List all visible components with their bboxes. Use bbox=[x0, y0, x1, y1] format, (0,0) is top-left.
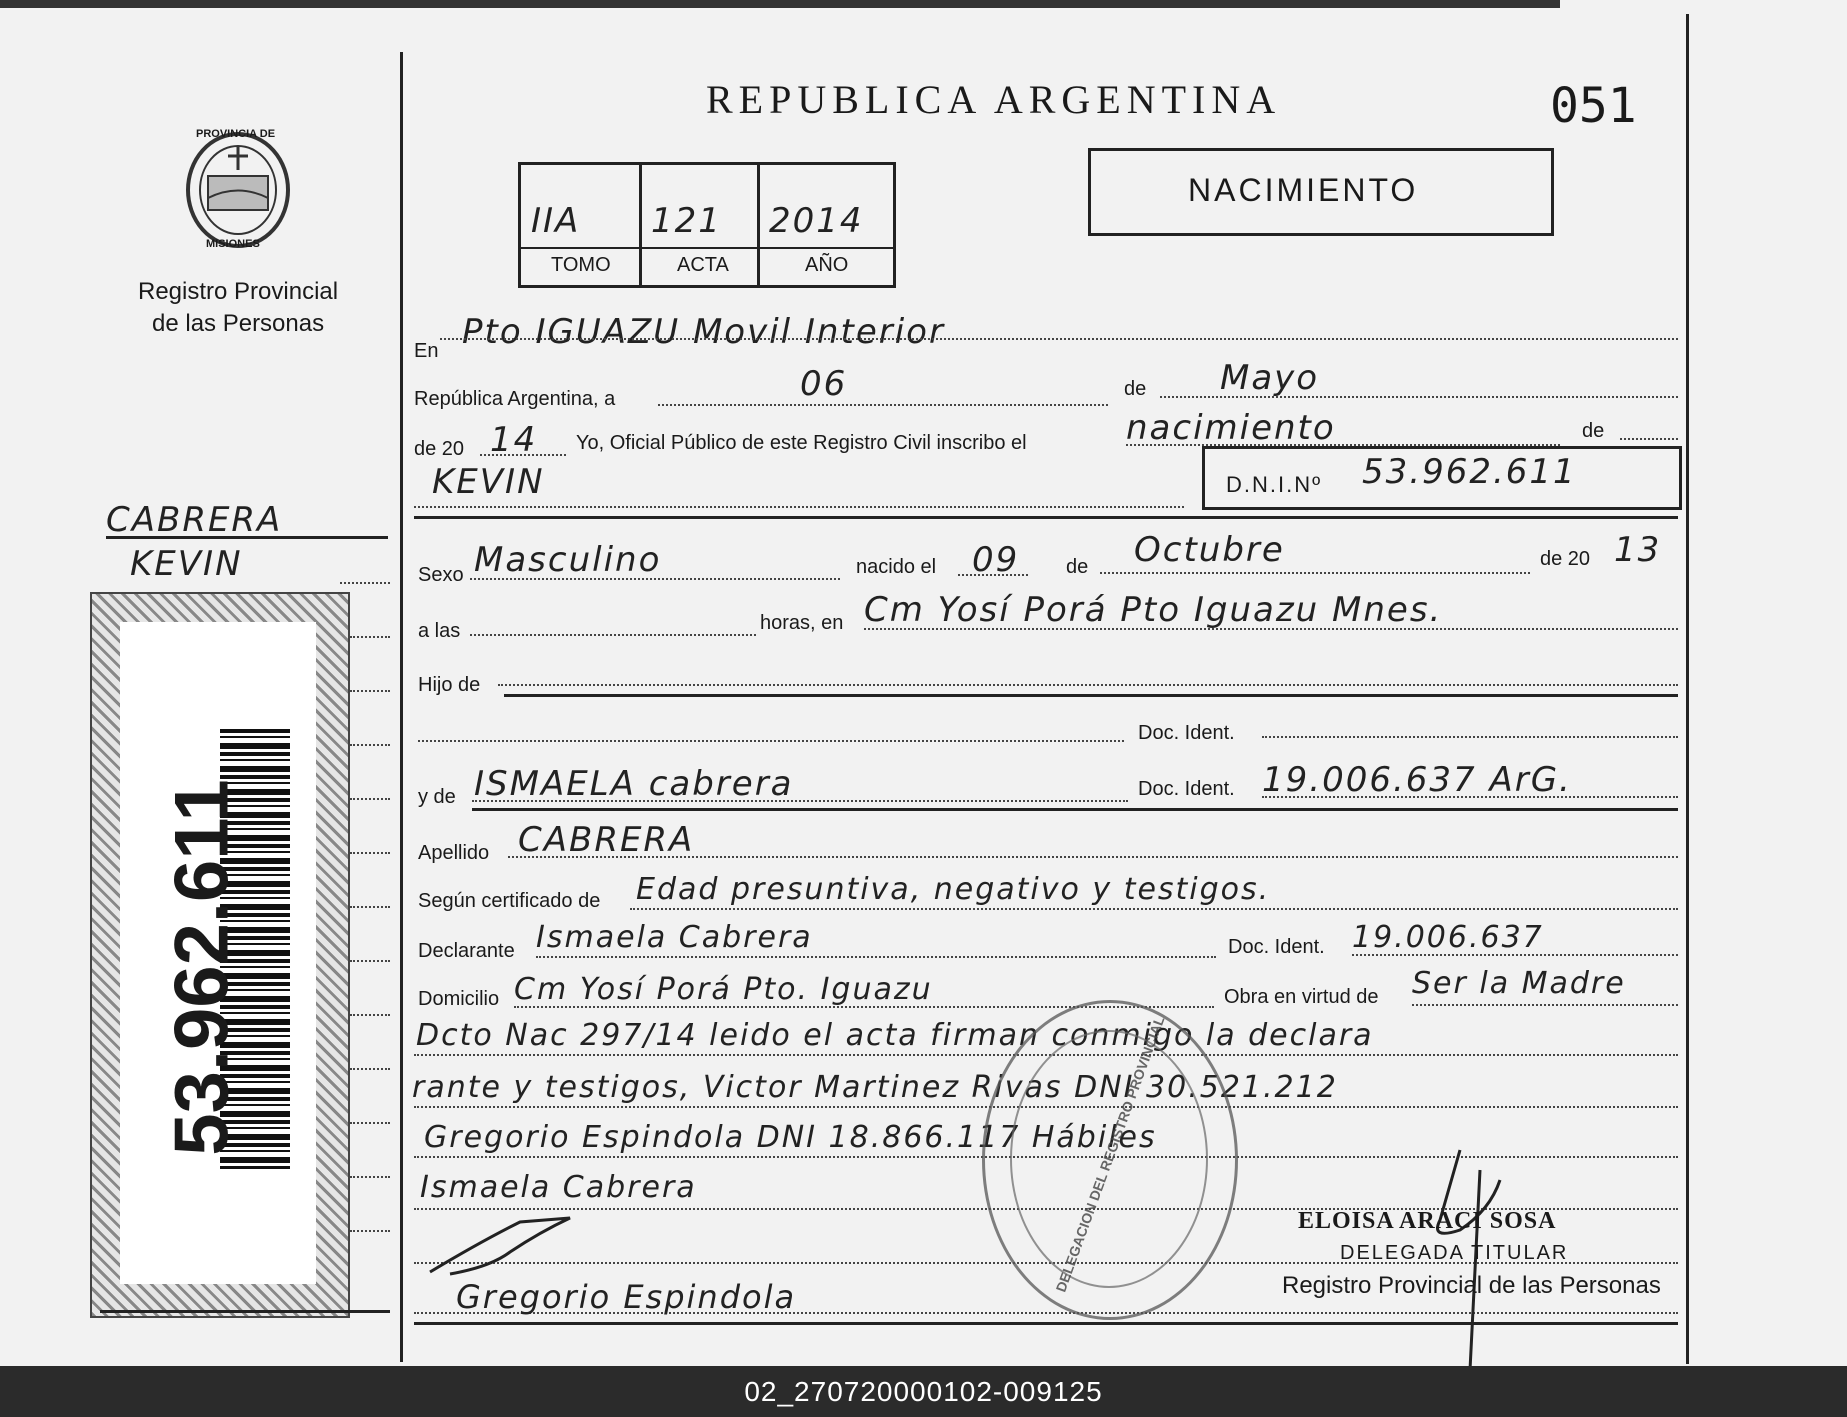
birth-month-line bbox=[1100, 572, 1530, 574]
declarante-value: Ismaela Cabrera bbox=[536, 920, 813, 955]
birth-year: 13 bbox=[1614, 530, 1662, 570]
tag-dots-4 bbox=[350, 798, 390, 800]
en-value: Pto IGUAZU Movil Interior bbox=[462, 312, 945, 352]
tomo-label: TOMO bbox=[551, 254, 611, 276]
footer-bar bbox=[0, 1366, 1847, 1417]
doc-ident-label-3: Doc. Ident. bbox=[1228, 936, 1325, 958]
side-given-line bbox=[340, 582, 390, 584]
record-box-divider-2 bbox=[757, 165, 760, 285]
father-doc-value-line bbox=[1262, 736, 1678, 738]
side-given: KEVIN bbox=[130, 544, 243, 584]
note-line-1: Dcto Nac 297/14 leido el acta firman conmigo la declara bbox=[416, 1018, 1374, 1053]
seal-bottom-text: MISIONES bbox=[206, 238, 260, 250]
dni-value: 53.962.611 bbox=[1362, 452, 1577, 492]
file-id: 02_270720000102-009125 bbox=[744, 1376, 1103, 1407]
mother-line bbox=[472, 800, 1128, 802]
apellido-line bbox=[508, 856, 1678, 858]
day-line bbox=[658, 404, 1108, 406]
record-box-divider-1 bbox=[639, 165, 642, 285]
birth-day: 09 bbox=[972, 540, 1020, 580]
sexo-label: Sexo bbox=[418, 564, 464, 586]
country-title: REPUBLICA ARGENTINA bbox=[706, 77, 1282, 122]
hijode-line bbox=[498, 684, 1678, 686]
apellido-value: CABRERA bbox=[518, 820, 695, 860]
name-value: KEVIN bbox=[432, 462, 545, 502]
tag-dots-3 bbox=[350, 744, 390, 746]
side-surname: CABRERA bbox=[106, 500, 283, 540]
segun-line bbox=[630, 908, 1678, 910]
tag-dots-9 bbox=[350, 1068, 390, 1070]
inscribe-value: nacimiento bbox=[1126, 408, 1336, 448]
segun-value: Edad presuntiva, negativo y testigos. bbox=[636, 872, 1271, 907]
declarante-doc: 19.006.637 bbox=[1352, 920, 1544, 955]
en-label: En bbox=[414, 340, 439, 362]
note-line-3: Gregorio Espindola DNI 18.866.117 Hábiles bbox=[424, 1120, 1157, 1155]
place-value: Cm Yosí Porá Pto Iguazu Mnes. bbox=[864, 590, 1443, 630]
tag-dots-10 bbox=[350, 1122, 390, 1124]
page-number: 051 bbox=[1550, 78, 1637, 134]
domicilio-value: Cm Yosí Porá Pto. Iguazu bbox=[514, 972, 933, 1007]
tag-dots-12 bbox=[350, 1230, 390, 1232]
alas-label: a las bbox=[418, 620, 461, 642]
year-value: 14 bbox=[490, 420, 538, 460]
acta-label: ACTA bbox=[677, 254, 729, 276]
section-divider-2 bbox=[504, 694, 1678, 697]
form-left-border bbox=[400, 52, 403, 1362]
de2013-label: de 20 bbox=[1540, 548, 1591, 570]
tag-dots-2 bbox=[350, 690, 390, 692]
doc-ident-label-2: Doc. Ident. bbox=[1138, 778, 1235, 800]
tag-dots-6 bbox=[350, 906, 390, 908]
en-line bbox=[440, 338, 1678, 340]
form-right-border bbox=[1686, 14, 1689, 1364]
declarante-doc-line bbox=[1352, 954, 1678, 956]
doc-ident-label: Doc. Ident. bbox=[1138, 722, 1235, 744]
horas-label: horas, en bbox=[760, 612, 844, 634]
hijode-label: Hijo de bbox=[418, 674, 481, 696]
registry-name-line1: Registro Provincial bbox=[138, 278, 339, 305]
month-value: Mayo bbox=[1220, 358, 1320, 398]
dni-label: D.N.I.Nº bbox=[1226, 472, 1323, 497]
declarante-label: Declarante bbox=[418, 940, 515, 962]
birth-day-line bbox=[958, 574, 1028, 576]
apellido-label: Apellido bbox=[418, 842, 490, 864]
signature-declarante: Ismaela Cabrera bbox=[420, 1170, 697, 1205]
obra-value: Ser la Madre bbox=[1412, 966, 1626, 1001]
tag-dots-7 bbox=[350, 960, 390, 962]
acta-value: 121 bbox=[651, 201, 722, 241]
section-divider-3 bbox=[472, 808, 1678, 811]
officer-org: Registro Provincial de las Personas bbox=[1282, 1272, 1661, 1299]
birth-month: Octubre bbox=[1134, 530, 1285, 570]
officer-title: DELEGADA TITULAR bbox=[1340, 1242, 1569, 1264]
nacido-label: nacido el bbox=[856, 556, 937, 578]
alas-line bbox=[470, 634, 756, 636]
sexo-value: Masculino bbox=[474, 540, 662, 580]
domicilio-label: Domicilio bbox=[418, 988, 500, 1010]
declarante-line bbox=[536, 956, 1216, 958]
republica-label: República Argentina, a bbox=[414, 388, 616, 410]
tomo-value: IIA bbox=[531, 201, 581, 241]
barcode-dni-number: 53.962.611 bbox=[159, 779, 245, 1156]
signature-witness-1-icon bbox=[420, 1212, 600, 1282]
ano-label: AÑO bbox=[805, 254, 849, 276]
sexo-line bbox=[470, 578, 840, 580]
record-box-row-divider bbox=[521, 247, 893, 249]
yde-label: y de bbox=[418, 786, 456, 808]
note-line-2: rante y testigos, Victor Martinez Rivas DNI 30.521.212 bbox=[412, 1070, 1338, 1105]
mother-doc: 19.006.637 ArG. bbox=[1262, 760, 1572, 800]
scan-top-edge bbox=[0, 0, 1560, 8]
tag-bottom-line bbox=[100, 1310, 390, 1313]
inscribe-end-line bbox=[1620, 438, 1678, 440]
place-line bbox=[864, 628, 1678, 630]
year-line bbox=[480, 454, 566, 456]
side-surname-line bbox=[106, 536, 388, 539]
obra-label: Obra en virtud de bbox=[1224, 986, 1379, 1008]
mother-value: ISMAELA cabrera bbox=[474, 764, 794, 804]
de20-label: de 20 bbox=[414, 438, 465, 460]
de-label-3: de bbox=[1066, 556, 1089, 578]
segun-label: Según certificado de bbox=[418, 890, 601, 912]
father-doc-line bbox=[418, 740, 1124, 742]
name-line bbox=[414, 506, 1184, 508]
de-label-2: de bbox=[1582, 420, 1605, 442]
barcode-tag bbox=[90, 592, 350, 1318]
officer-name: ELOISA ARACI SOSA bbox=[1298, 1208, 1557, 1234]
registry-name-line2: de las Personas bbox=[152, 310, 325, 337]
act-type-label: NACIMIENTO bbox=[1188, 172, 1419, 208]
seal-top-text: PROVINCIA DE bbox=[196, 128, 276, 140]
tag-dots-5 bbox=[350, 852, 390, 854]
tag-dots-11 bbox=[350, 1176, 390, 1178]
de-label: de bbox=[1124, 378, 1147, 400]
tag-dots-8 bbox=[350, 1014, 390, 1016]
mother-doc-line bbox=[1262, 796, 1678, 798]
stamp-text: DELEGACION DEL REGISTRO PROVINCIAL bbox=[1052, 1013, 1168, 1295]
signature-witness-2: Gregorio Espindola bbox=[456, 1278, 797, 1316]
day-value: 06 bbox=[800, 364, 848, 404]
obra-line bbox=[1412, 1004, 1678, 1006]
tag-dots-1 bbox=[350, 636, 390, 638]
record-box bbox=[518, 162, 896, 288]
section-divider-1 bbox=[414, 516, 1678, 519]
ano-value: 2014 bbox=[769, 201, 864, 241]
oficial-label: Yo, Oficial Público de este Registro Civil inscribo el bbox=[576, 432, 1027, 454]
